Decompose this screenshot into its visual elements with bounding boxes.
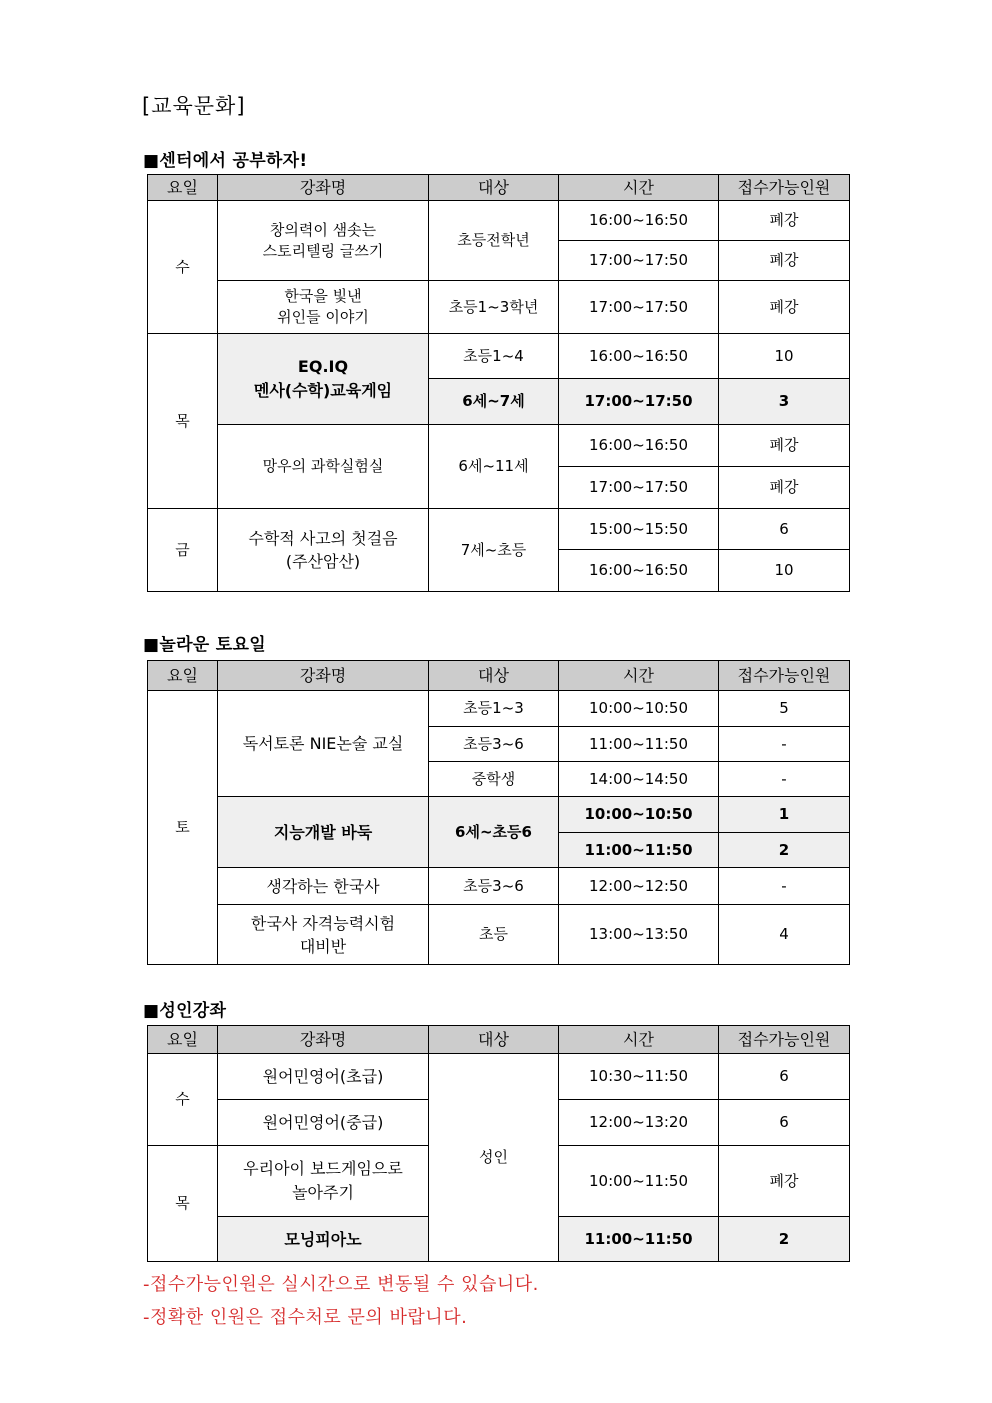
- time-cell: 14:00~14:50: [559, 762, 719, 797]
- header-course: 강좌명: [218, 661, 429, 691]
- time-cell: 15:00~15:50: [559, 509, 719, 550]
- header-target: 대상: [429, 1026, 559, 1054]
- seats-cell: 10: [719, 550, 850, 592]
- target-cell: 초등전학년: [429, 201, 559, 281]
- course-name: 한국사 자격능력시험 대비반: [218, 905, 429, 965]
- seats-cell: 4: [719, 905, 850, 965]
- time-cell: 17:00~17:50: [559, 281, 719, 334]
- target-cell: 초등3~6: [429, 868, 559, 905]
- course-name: EQ.IQ 멘사(수학)교육게임: [218, 334, 429, 425]
- day-cell: 목: [148, 1146, 218, 1262]
- course-name: 우리아이 보드게임으로 놀아주기: [218, 1146, 429, 1217]
- table-row: [148, 334, 850, 379]
- table-row: [148, 905, 850, 965]
- section-title-adult: ■성인강좌: [143, 1001, 227, 1021]
- course-name: 창의력이 샘솟는 스토리텔링 글쓰기: [218, 201, 429, 281]
- table-row: [148, 509, 850, 550]
- seats-cell: 2: [719, 833, 850, 868]
- time-cell: 10:00~10:50: [559, 797, 719, 833]
- target-cell: 초등3~6: [429, 727, 559, 762]
- time-cell: 17:00~17:50: [559, 379, 719, 425]
- header-day: 요일: [148, 175, 218, 201]
- target-cell: 성인: [429, 1054, 559, 1262]
- time-cell: 11:00~11:50: [559, 727, 719, 762]
- header-target: 대상: [429, 175, 559, 201]
- time-cell: 17:00~17:50: [559, 241, 719, 281]
- seats-cell: 10: [719, 334, 850, 379]
- header-seats: 접수가능인원: [719, 661, 850, 691]
- target-cell: 초등1~3학년: [429, 281, 559, 334]
- course-name: 지능개발 바둑: [218, 797, 429, 868]
- seats-cell: -: [719, 727, 850, 762]
- seats-cell: 폐강: [719, 201, 850, 241]
- day-cell: 수: [148, 1054, 218, 1146]
- table-row: [148, 281, 850, 334]
- seats-cell: 폐강: [719, 281, 850, 334]
- section-title-center-study: ■센터에서 공부하자!: [143, 151, 308, 171]
- day-cell: 토: [148, 691, 218, 965]
- table-row: [148, 797, 850, 833]
- header-course: 강좌명: [218, 1026, 429, 1054]
- table-row: [148, 201, 850, 241]
- seats-cell: 폐강: [719, 425, 850, 467]
- target-cell: 6세~7세: [429, 379, 559, 425]
- target-cell: 초등: [429, 905, 559, 965]
- table-header-row: [148, 1026, 850, 1054]
- day-cell: 목: [148, 334, 218, 509]
- course-name: 수학적 사고의 첫걸음 (주산암산): [218, 509, 429, 592]
- target-cell: 6세~11세: [429, 425, 559, 509]
- seats-cell: 6: [719, 1100, 850, 1146]
- seats-cell: 6: [719, 509, 850, 550]
- target-cell: 6세~초등6: [429, 797, 559, 868]
- header-time: 시간: [559, 661, 719, 691]
- header-day: 요일: [148, 1026, 218, 1054]
- seats-cell: -: [719, 868, 850, 905]
- course-name: 원어민영어(중급): [218, 1100, 429, 1146]
- header-seats: 접수가능인원: [719, 1026, 850, 1054]
- header-seats: 접수가능인원: [719, 175, 850, 201]
- time-cell: 16:00~16:50: [559, 201, 719, 241]
- header-time: 시간: [559, 175, 719, 201]
- header-target: 대상: [429, 661, 559, 691]
- header-time: 시간: [559, 1026, 719, 1054]
- seats-cell: 폐강: [719, 1146, 850, 1217]
- table-row: [148, 691, 850, 727]
- time-cell: 10:30~11:50: [559, 1054, 719, 1100]
- time-cell: 12:00~12:50: [559, 868, 719, 905]
- document-title: [교육문화]: [142, 94, 246, 118]
- course-name: 독서토론 NIE논술 교실: [218, 691, 429, 797]
- seats-cell: 폐강: [719, 241, 850, 281]
- time-cell: 13:00~13:50: [559, 905, 719, 965]
- time-cell: 11:00~11:50: [559, 833, 719, 868]
- seats-cell: 1: [719, 797, 850, 833]
- time-cell: 16:00~16:50: [559, 425, 719, 467]
- target-cell: 초등1~4: [429, 334, 559, 379]
- table-header-row: [148, 175, 850, 201]
- course-name: 원어민영어(초급): [218, 1054, 429, 1100]
- time-cell: 16:00~16:50: [559, 550, 719, 592]
- note-line: -정확한 인원은 접수처로 문의 바랍니다.: [143, 1307, 468, 1328]
- adult-table: [147, 1025, 850, 1262]
- note-line: -접수가능인원은 실시간으로 변동될 수 있습니다.: [143, 1274, 539, 1295]
- seats-cell: -: [719, 762, 850, 797]
- time-cell: 12:00~13:20: [559, 1100, 719, 1146]
- course-name: 망우의 과학실험실: [218, 425, 429, 509]
- header-day: 요일: [148, 661, 218, 691]
- section-title-saturday: ■놀라운 토요일: [143, 635, 266, 655]
- saturday-table: [147, 660, 850, 965]
- header-course: 강좌명: [218, 175, 429, 201]
- seats-cell: 3: [719, 379, 850, 425]
- time-cell: 11:00~11:50: [559, 1217, 719, 1262]
- seats-cell: 2: [719, 1217, 850, 1262]
- seats-cell: 5: [719, 691, 850, 727]
- time-cell: 17:00~17:50: [559, 467, 719, 509]
- table-header-row: [148, 661, 850, 691]
- target-cell: 초등1~3: [429, 691, 559, 727]
- day-cell: 금: [148, 509, 218, 592]
- seats-cell: 6: [719, 1054, 850, 1100]
- table-row: [148, 868, 850, 905]
- table-row: [148, 425, 850, 467]
- course-name: 한국을 빛낸 위인들 이야기: [218, 281, 429, 334]
- seats-cell: 폐강: [719, 467, 850, 509]
- time-cell: 10:00~11:50: [559, 1146, 719, 1217]
- course-name: 생각하는 한국사: [218, 868, 429, 905]
- notes: [143, 1268, 539, 1334]
- center-study-table: [147, 174, 850, 592]
- table-row: [148, 1054, 850, 1100]
- course-name: 모닝피아노: [218, 1217, 429, 1262]
- time-cell: 16:00~16:50: [559, 334, 719, 379]
- time-cell: 10:00~10:50: [559, 691, 719, 727]
- target-cell: 중학생: [429, 762, 559, 797]
- day-cell: 수: [148, 201, 218, 334]
- target-cell: 7세~초등: [429, 509, 559, 592]
